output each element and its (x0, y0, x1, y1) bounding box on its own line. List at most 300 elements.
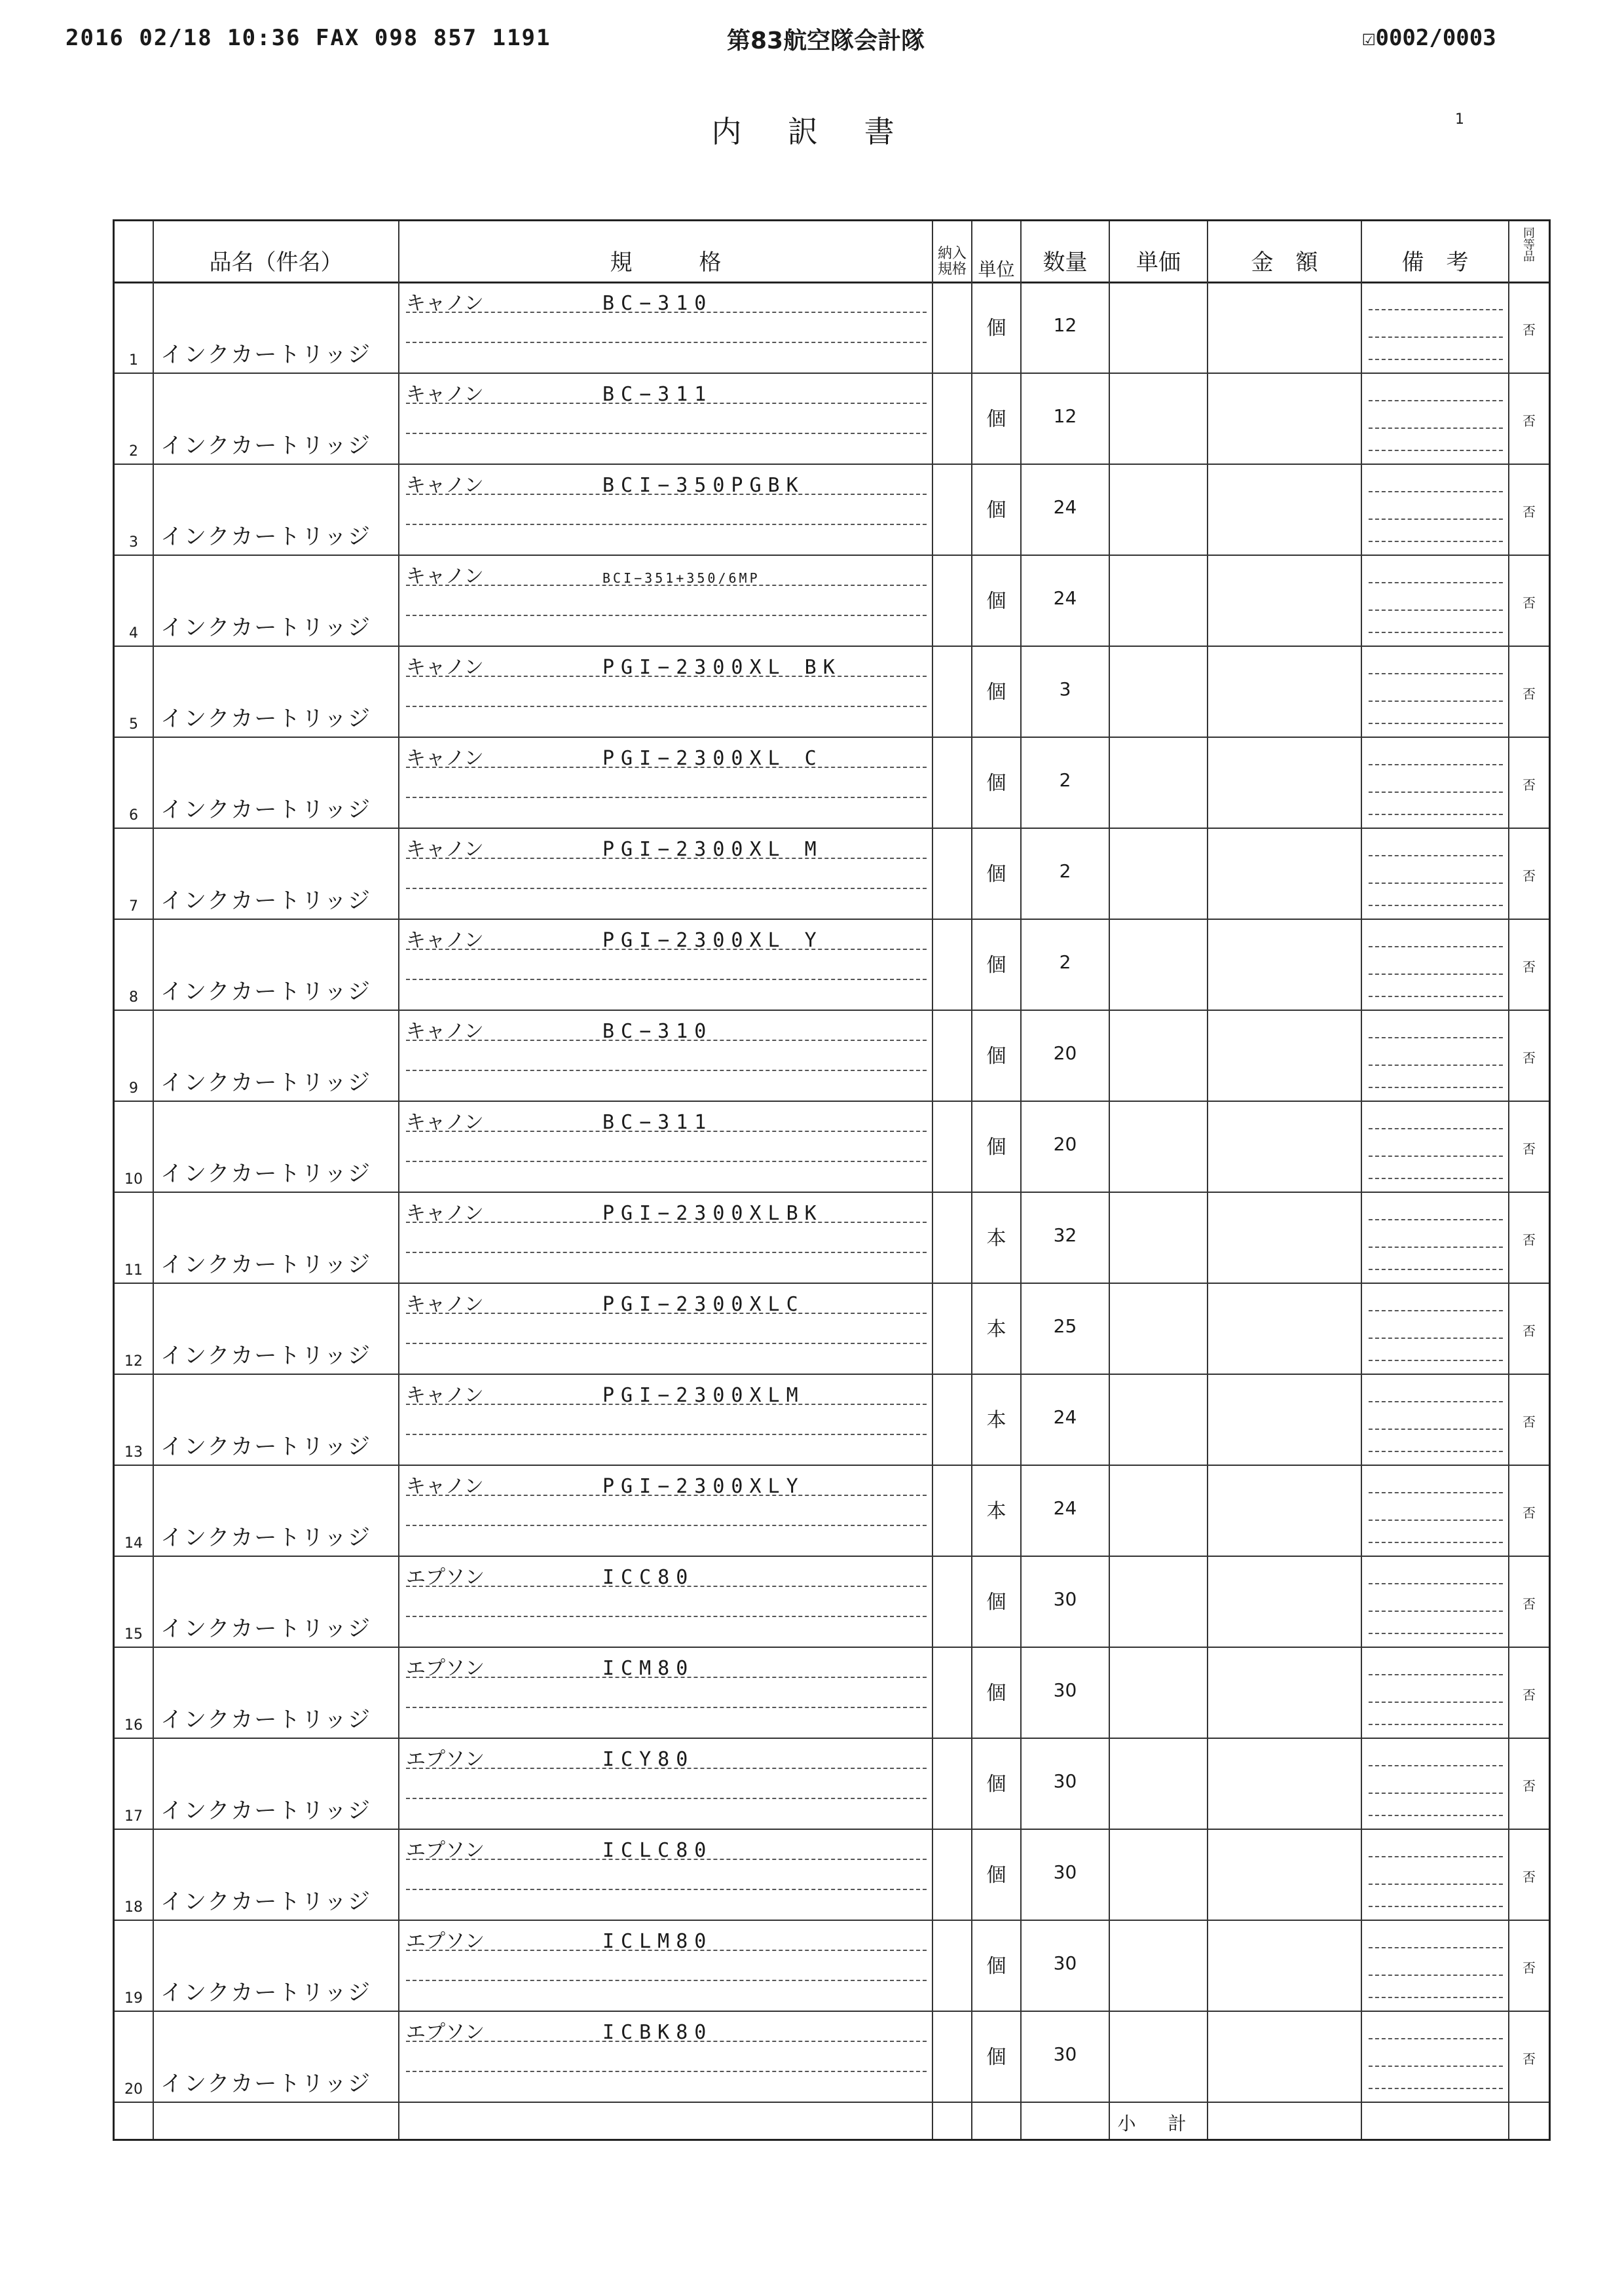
table-row (115, 1829, 1549, 1921)
quantity: 30 (1053, 1770, 1077, 1792)
spec-cell (399, 282, 933, 373)
remarks-cell (1362, 555, 1509, 646)
spec-dashed-line (406, 1616, 927, 1617)
breakdown-table (113, 219, 1551, 2141)
amount-cell (1208, 1829, 1362, 1920)
table-row (115, 2011, 1549, 2103)
model-number: ICC80 (602, 1566, 695, 1589)
spec-cell (399, 646, 933, 737)
unit-cell (972, 555, 1022, 646)
equivalent-flag: 否 (1522, 1414, 1536, 1430)
model-number: PGI−2300XLBK (602, 1202, 823, 1225)
row-number-cell (115, 919, 154, 1010)
row-number-cell (115, 2011, 154, 2102)
unit-cell (972, 737, 1022, 828)
quantity-cell (1022, 1374, 1110, 1465)
unit: 本 (986, 1227, 1006, 1250)
equivalent-flag: 否 (1522, 504, 1536, 520)
spec-dashed-line (406, 615, 927, 616)
unit-price-cell (1110, 2011, 1208, 2102)
spec-line (406, 742, 927, 768)
unit: 本 (986, 1500, 1006, 1523)
unit-cell (972, 1283, 1022, 1374)
row-number: 5 (129, 716, 138, 733)
row-number: 11 (124, 1262, 143, 1279)
spec-line (406, 1561, 927, 1587)
unit: 個 (986, 1773, 1006, 1796)
item-name: インクカートリッジ (160, 888, 371, 914)
row-number-cell (115, 464, 154, 555)
unit-cell (972, 828, 1022, 919)
amount-cell (1208, 1192, 1362, 1283)
fax-datetime: 2016 02/18 10:36 FAX 098 857 1191 (65, 25, 551, 51)
table-row (115, 1101, 1549, 1193)
quantity: 24 (1053, 496, 1077, 518)
equivalent-flag: 否 (1522, 413, 1536, 429)
maker: キャノン (406, 1111, 484, 1134)
row-number: 15 (124, 1626, 143, 1643)
row-number: 7 (129, 898, 138, 915)
item-name: インクカートリッジ (160, 1707, 371, 1733)
row-number-cell (115, 555, 154, 646)
delivery-spec-cell (933, 1010, 972, 1101)
unit: 個 (986, 1136, 1006, 1159)
equivalent-cell (1509, 1920, 1549, 2011)
remarks-cell (1362, 1010, 1509, 1101)
quantity-cell (1022, 1010, 1110, 1101)
remarks-line (1369, 541, 1503, 542)
unit: 個 (986, 1864, 1006, 1887)
remarks-line (1369, 1429, 1503, 1430)
model-number: PGI−2300XL M (602, 838, 823, 861)
quantity: 24 (1053, 1406, 1077, 1428)
col-amount-header: 金 額 (1208, 221, 1362, 282)
model-number: PGI−2300XLY (602, 1475, 805, 1498)
spec-dashed-line (406, 706, 927, 707)
equivalent-cell (1509, 373, 1549, 464)
remarks-line (1369, 1401, 1503, 1402)
equivalent-flag: 否 (1522, 1596, 1536, 1612)
model-number: BC−311 (602, 1111, 713, 1134)
model-number: PGI−2300XL C (602, 747, 823, 770)
fax-header (0, 0, 1624, 79)
spec-dashed-line (406, 524, 927, 525)
remarks-line (1369, 974, 1503, 975)
item-name: インクカートリッジ (160, 1343, 371, 1369)
delivery-spec-cell (933, 646, 972, 737)
item-name: インクカートリッジ (160, 1798, 371, 1824)
spec-line (406, 924, 927, 950)
spec-cell (399, 1738, 933, 1829)
remarks-line (1369, 1997, 1503, 1998)
row-number: 13 (124, 1444, 143, 1461)
delivery-spec-cell (933, 555, 972, 646)
maker: キャノン (406, 747, 484, 770)
col-equivalent-header: 同等品 (1521, 227, 1535, 262)
delivery-spec-cell (933, 1920, 972, 2011)
remarks-line (1369, 2066, 1503, 2067)
row-number-cell (115, 1556, 154, 1647)
item-name-cell (154, 828, 399, 919)
unit-cell (972, 2011, 1022, 2102)
maker: キャノン (406, 383, 484, 406)
table-row (115, 1010, 1549, 1102)
maker: キャノン (406, 565, 484, 588)
quantity-cell (1022, 646, 1110, 737)
spec-line (406, 1015, 927, 1041)
spec-cell (399, 737, 933, 828)
table-row (115, 555, 1549, 647)
model-number: PGI−2300XL BK (602, 656, 841, 679)
spec-line (406, 1470, 927, 1496)
delivery-spec-cell (933, 919, 972, 1010)
remarks-line (1369, 1310, 1503, 1311)
equivalent-cell (1509, 1101, 1549, 1192)
quantity-cell (1022, 828, 1110, 919)
col-unit-header: 単位 (972, 221, 1022, 282)
row-number-cell (115, 1010, 154, 1101)
subtotal-label: 小 計 (1117, 2113, 1200, 2134)
unit-price-cell (1110, 373, 1208, 464)
remarks-line (1369, 996, 1503, 997)
row-number-cell (115, 282, 154, 373)
equivalent-cell (1509, 919, 1549, 1010)
remarks-line (1369, 1338, 1503, 1339)
remarks-line (1369, 491, 1503, 492)
spec-line (406, 1379, 927, 1405)
row-number-cell (115, 1374, 154, 1465)
row-number-cell (115, 373, 154, 464)
unit-price-cell (1110, 737, 1208, 828)
maker: キャノン (406, 1384, 484, 1407)
quantity: 25 (1053, 1315, 1077, 1337)
remarks-line (1369, 1178, 1503, 1179)
spec-cell (399, 2011, 933, 2102)
unit-cell (972, 1192, 1022, 1283)
unit-price-cell (1110, 1101, 1208, 1192)
remarks-line (1369, 1542, 1503, 1543)
remarks-line (1369, 400, 1503, 401)
remarks-line (1369, 428, 1503, 429)
spec-dashed-line (406, 979, 927, 980)
item-name-cell (154, 1920, 399, 2011)
spec-dashed-line (406, 2071, 927, 2072)
quantity-cell (1022, 1556, 1110, 1647)
remarks-line (1369, 1633, 1503, 1634)
model-number: PGI−2300XLM (602, 1384, 805, 1407)
row-number: 10 (124, 1171, 143, 1188)
remarks-line (1369, 1360, 1503, 1361)
remarks-line (1369, 1856, 1503, 1857)
remarks-line (1369, 1884, 1503, 1885)
item-name: インクカートリッジ (160, 1616, 371, 1642)
model-number: ICBK80 (602, 2021, 713, 2044)
remarks-line (1369, 1702, 1503, 1703)
quantity: 2 (1059, 769, 1071, 791)
quantity: 30 (1053, 1679, 1077, 1701)
table-row (115, 1374, 1549, 1466)
row-number: 17 (124, 1808, 143, 1825)
remarks-line (1369, 1087, 1503, 1088)
row-number-cell (115, 737, 154, 828)
table-row (115, 828, 1549, 920)
unit-price-cell (1110, 828, 1208, 919)
equivalent-cell (1509, 646, 1549, 737)
spec-dashed-line (406, 1343, 927, 1344)
delivery-spec-cell (933, 1738, 972, 1829)
col-delivery-spec-header: 納入規格 (933, 221, 972, 282)
amount-cell (1208, 919, 1362, 1010)
item-name-cell (154, 1829, 399, 1920)
quantity-cell (1022, 1738, 1110, 1829)
quantity-cell (1022, 1920, 1110, 2011)
table-row (115, 1465, 1549, 1557)
item-name-cell (154, 737, 399, 828)
remarks-cell (1362, 1192, 1509, 1283)
remarks-cell (1362, 464, 1509, 555)
delivery-spec-cell (933, 282, 972, 373)
spec-dashed-line (406, 1070, 927, 1071)
remarks-cell (1362, 1738, 1509, 1829)
remarks-cell (1362, 1283, 1509, 1374)
spec-line (406, 1288, 927, 1314)
quantity: 2 (1059, 860, 1071, 882)
amount-cell (1208, 1010, 1362, 1101)
delivery-spec-cell (933, 828, 972, 919)
equivalent-flag: 否 (1522, 595, 1536, 611)
table-row (115, 737, 1549, 829)
equivalent-flag: 否 (1522, 1232, 1536, 1248)
quantity-cell (1022, 919, 1110, 1010)
delivery-spec-cell (933, 1465, 972, 1556)
document-title: 内 訳 書 (711, 114, 913, 149)
remarks-cell (1362, 646, 1509, 737)
fax-sender: 第83航空隊会計隊 (727, 27, 925, 54)
quantity: 20 (1053, 1042, 1077, 1064)
quantity: 30 (1053, 2043, 1077, 2065)
row-number-cell (115, 1647, 154, 1738)
item-name-cell (154, 282, 399, 373)
model-number: BC−311 (602, 383, 713, 406)
remarks-cell (1362, 1374, 1509, 1465)
item-name: インクカートリッジ (160, 1252, 371, 1278)
remarks-line (1369, 1975, 1503, 1976)
unit: 個 (986, 1955, 1006, 1978)
equivalent-flag: 否 (1522, 868, 1536, 884)
amount-cell (1208, 1374, 1362, 1465)
remarks-line (1369, 450, 1503, 451)
spec-line (406, 1743, 927, 1769)
quantity-cell (1022, 555, 1110, 646)
spec-dashed-line (406, 1161, 927, 1162)
amount-cell (1208, 1101, 1362, 1192)
unit-cell (972, 646, 1022, 737)
row-number-cell (115, 1465, 154, 1556)
remarks-cell (1362, 282, 1509, 373)
subtotal-row (115, 2102, 1549, 2139)
amount-cell (1208, 464, 1362, 555)
model-number: ICM80 (602, 1657, 695, 1680)
remarks-line (1369, 1793, 1503, 1794)
remarks-line (1369, 1219, 1503, 1220)
unit: 個 (986, 2046, 1006, 2069)
unit: 個 (986, 954, 1006, 977)
model-number: ICLC80 (602, 1839, 713, 1862)
quantity: 20 (1053, 1133, 1077, 1155)
spec-dashed-line (406, 797, 927, 798)
quantity: 3 (1059, 678, 1071, 700)
remarks-line (1369, 1583, 1503, 1584)
row-number-cell (115, 1101, 154, 1192)
item-name: インクカートリッジ (160, 1161, 371, 1187)
model-number: BC−310 (602, 1020, 713, 1043)
remarks-line (1369, 1520, 1503, 1521)
spec-cell (399, 1192, 933, 1283)
quantity: 12 (1053, 314, 1077, 336)
equivalent-flag: 否 (1522, 1687, 1536, 1703)
equivalent-flag: 否 (1522, 1050, 1536, 1066)
equivalent-cell (1509, 1374, 1549, 1465)
quantity-cell (1022, 282, 1110, 373)
item-name-cell (154, 464, 399, 555)
unit: 個 (986, 863, 1006, 886)
maker: エプソン (406, 2021, 485, 2044)
spec-cell (399, 828, 933, 919)
item-name-cell (154, 1283, 399, 1374)
spec-line (406, 833, 927, 859)
spec-line (406, 1197, 927, 1223)
item-name: インクカートリッジ (160, 2071, 371, 2097)
row-number: 6 (129, 807, 138, 824)
remarks-line (1369, 1037, 1503, 1038)
table-row (115, 373, 1549, 465)
remarks-cell (1362, 1829, 1509, 1920)
item-name-cell (154, 1101, 399, 1192)
col-remarks-header: 備 考 (1362, 221, 1509, 282)
unit-cell (972, 1374, 1022, 1465)
unit: 個 (986, 1682, 1006, 1705)
equivalent-cell (1509, 1283, 1549, 1374)
spec-dashed-line (406, 1889, 927, 1890)
remarks-line (1369, 1815, 1503, 1816)
unit-cell (972, 1920, 1022, 2011)
spec-line (406, 560, 927, 586)
unit-price-cell (1110, 555, 1208, 646)
row-number-cell (115, 1829, 154, 1920)
item-name-cell (154, 373, 399, 464)
remarks-line (1369, 2088, 1503, 2089)
remarks-cell (1362, 1920, 1509, 2011)
equivalent-flag: 否 (1522, 959, 1536, 975)
equivalent-cell (1509, 1738, 1549, 1829)
row-number-cell (115, 828, 154, 919)
unit-price-cell (1110, 1010, 1208, 1101)
row-number: 18 (124, 1899, 143, 1916)
item-name-cell (154, 646, 399, 737)
item-name: インクカートリッジ (160, 615, 371, 641)
quantity-cell (1022, 373, 1110, 464)
amount-cell (1208, 646, 1362, 737)
row-number: 4 (129, 625, 138, 642)
unit-cell (972, 919, 1022, 1010)
amount-cell (1208, 1738, 1362, 1829)
row-number: 12 (124, 1353, 143, 1370)
remarks-cell (1362, 1647, 1509, 1738)
model-number: ICLM80 (602, 1930, 713, 1953)
unit-price-cell (1110, 1374, 1208, 1465)
quantity: 30 (1053, 1588, 1077, 1610)
unit-cell (972, 373, 1022, 464)
unit-cell (972, 1465, 1022, 1556)
table-row (115, 646, 1549, 738)
quantity-cell (1022, 1283, 1110, 1374)
unit: 個 (986, 317, 1006, 340)
unit: 個 (986, 681, 1006, 704)
item-name: インクカートリッジ (160, 1434, 371, 1460)
remarks-line (1369, 1128, 1503, 1129)
item-name-cell (154, 1465, 399, 1556)
equivalent-flag: 否 (1522, 322, 1536, 338)
row-number-cell (115, 1283, 154, 1374)
equivalent-cell (1509, 1465, 1549, 1556)
unit-price-cell (1110, 1465, 1208, 1556)
row-number-cell (115, 1738, 154, 1829)
unit-price-cell (1110, 464, 1208, 555)
item-name: インクカートリッジ (160, 979, 371, 1005)
unit-price-cell (1110, 1192, 1208, 1283)
table-row (115, 464, 1549, 556)
row-number: 16 (124, 1717, 143, 1734)
table-row (115, 1283, 1549, 1375)
remarks-line (1369, 905, 1503, 906)
equivalent-cell (1509, 464, 1549, 555)
table-row (115, 1920, 1549, 2012)
fax-page-count: ☑0002/0003 (1362, 25, 1496, 51)
amount-cell (1208, 1647, 1362, 1738)
maker: キャノン (406, 292, 484, 315)
unit-price-cell (1110, 1556, 1208, 1647)
delivery-spec-cell (933, 1647, 972, 1738)
maker: キャノン (406, 1020, 484, 1043)
item-name-cell (154, 1010, 399, 1101)
maker: キャノン (406, 929, 484, 952)
item-name-cell (154, 2011, 399, 2102)
delivery-spec-cell (933, 737, 972, 828)
table-header (115, 221, 1549, 283)
equivalent-cell (1509, 555, 1549, 646)
remarks-line (1369, 1765, 1503, 1766)
amount-cell (1208, 1283, 1362, 1374)
remarks-line (1369, 519, 1503, 520)
remarks-line (1369, 2038, 1503, 2039)
unit-cell (972, 464, 1022, 555)
maker: キャノン (406, 474, 484, 497)
row-number: 1 (129, 352, 138, 369)
amount-cell (1208, 1465, 1362, 1556)
unit-price-cell (1110, 646, 1208, 737)
spec-line (406, 1652, 927, 1678)
row-number: 3 (129, 534, 138, 551)
unit: 本 (986, 1409, 1006, 1432)
item-name-cell (154, 1738, 399, 1829)
spec-line (406, 378, 927, 404)
model-number: PGI−2300XL Y (602, 929, 823, 952)
spec-line (406, 287, 927, 313)
quantity-cell (1022, 737, 1110, 828)
model-number: BCI−350PGBK (602, 474, 805, 497)
remarks-cell (1362, 737, 1509, 828)
item-name: インクカートリッジ (160, 797, 371, 823)
